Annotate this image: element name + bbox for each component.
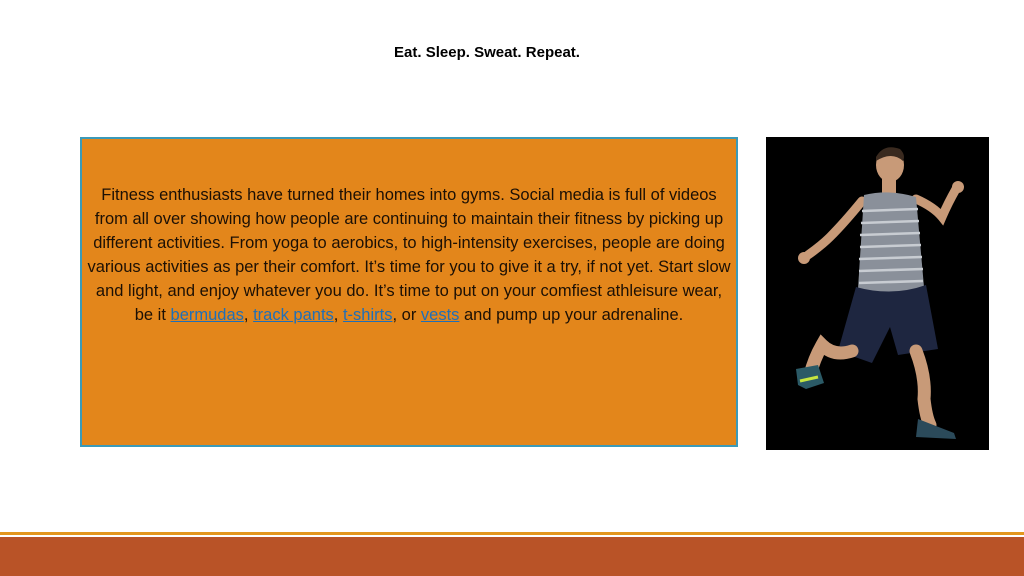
link-track-pants[interactable]: track pants bbox=[253, 306, 334, 324]
runner-front-hand bbox=[798, 252, 810, 264]
slide-title: Eat. Sleep. Sweat. Repeat. bbox=[394, 44, 580, 61]
link-tshirts[interactable]: t-shirts bbox=[342, 306, 393, 324]
runner-back-leg bbox=[916, 351, 930, 425]
runner-back-arm bbox=[916, 189, 956, 217]
link-bermudas[interactable]: bermudas bbox=[170, 306, 244, 324]
runner-front-shoe bbox=[796, 365, 824, 389]
footer-accent-line bbox=[0, 532, 1024, 535]
footer-bar bbox=[0, 537, 1024, 576]
runner-tank-top bbox=[858, 192, 924, 292]
body-separator: , or bbox=[392, 306, 421, 324]
runner-back-hand bbox=[952, 181, 964, 193]
body-paragraph bbox=[86, 183, 732, 327]
text-box bbox=[80, 137, 738, 447]
runner-illustration bbox=[766, 137, 989, 450]
runner-front-arm bbox=[808, 201, 862, 255]
link-vests[interactable]: vests bbox=[420, 306, 460, 324]
body-separator: , bbox=[243, 306, 254, 324]
body-text-part1: Fitness enthusiasts have turned their homes into gyms. Social media is full of videos from all over showing how people are continuing to maintain their fitness by picking up different activities. From yoga to aerobics, to high-intensity exercises, people are doing various activities as per their comfort. It’s time for you to give it a try, if not yet. Start slow and light, and enjoy whatever you do. It’s time to put on your comfiest athleisure wear, be it bbox=[87, 186, 731, 324]
runner-photo bbox=[766, 137, 989, 450]
runner-back-shoe bbox=[916, 419, 956, 439]
body-text-part2: and pump up your adrenaline. bbox=[459, 306, 684, 324]
body-separator: , bbox=[333, 306, 343, 324]
